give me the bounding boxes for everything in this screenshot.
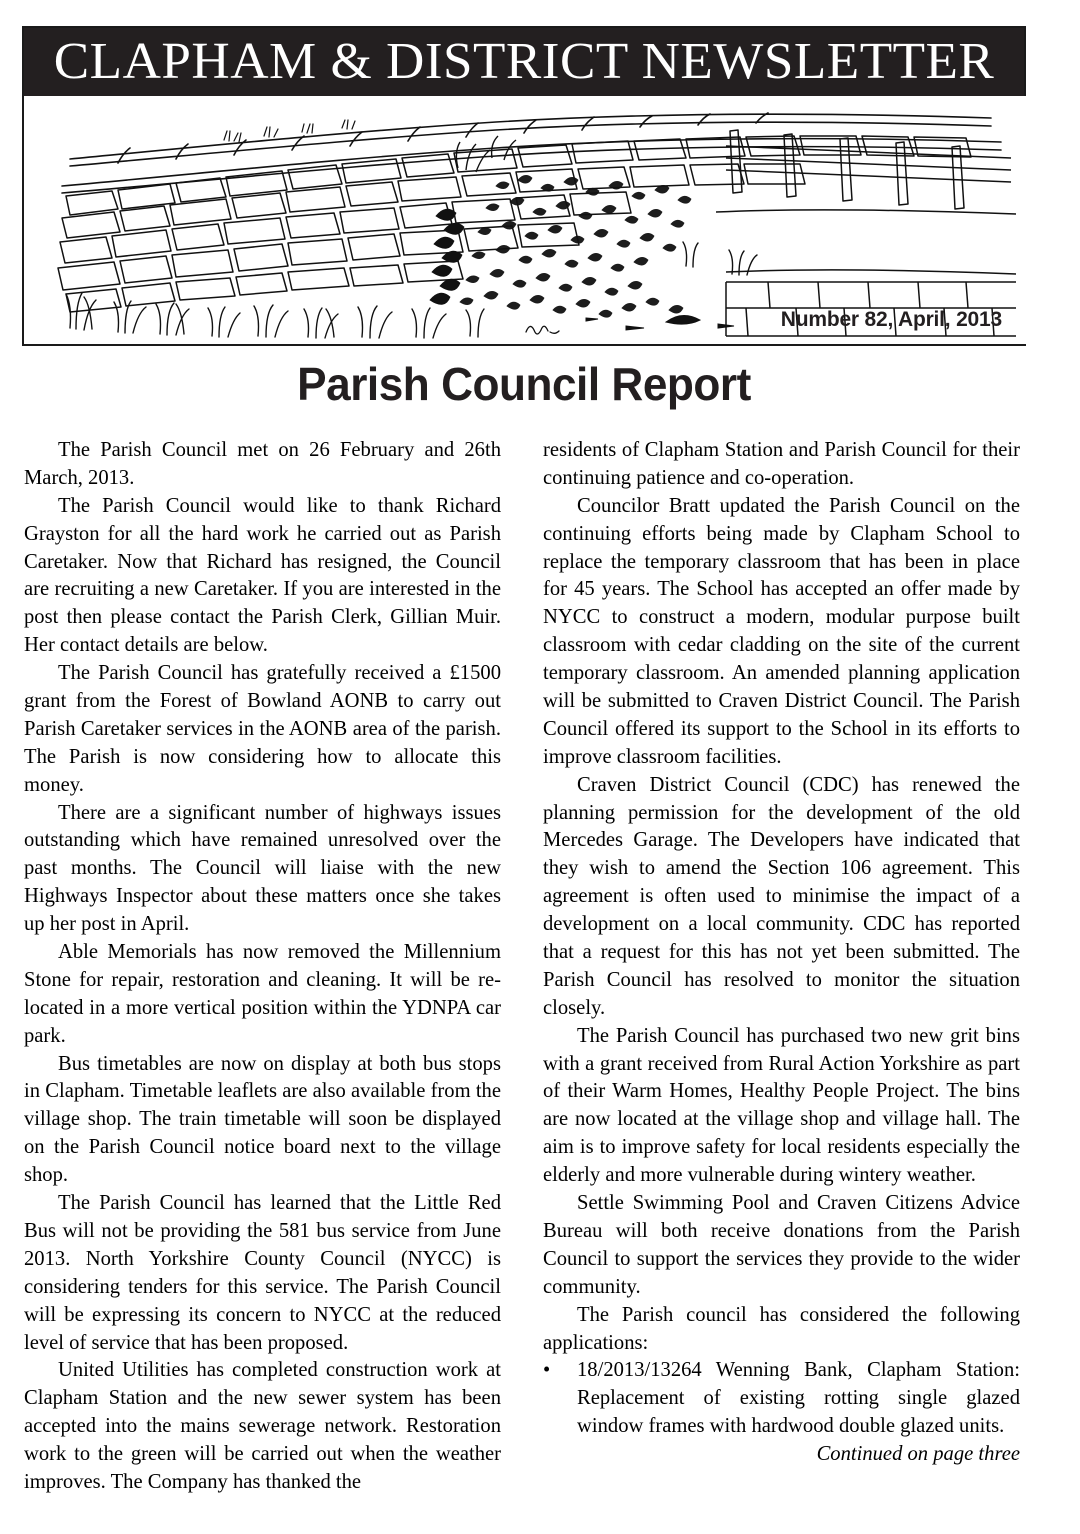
paragraph: residents of Clapham Station and Parish Council for their continuing patience and co-operation. — [543, 439, 1020, 489]
left-column — [24, 437, 501, 1517]
article-body — [24, 437, 1058, 1517]
paragraph: The Parish Council has learned that the Little Red Bus will not be providing the 581 bus service from June 2013. North Yorkshire County Council (NYCC) is considering tenders for this service. The Parish Council will be expressing its concern to NYCC at the reduced level of service that has been proposed. — [24, 1192, 501, 1354]
paragraph: The Parish Council has gratefully received a £1500 grant from the Forest of Bowland AONB to carry out Parish Caretaker services in the AONB area of the parish. The Parish is now considering how to allocate this money. — [24, 662, 501, 796]
paragraph: Settle Swimming Pool and Craven Citizens Advice Bureau will both receive donations from the Parish Council to support the services they provide to the wider community. — [543, 1192, 1020, 1298]
paragraph: The Parish council has considered the following applications: — [543, 1303, 1020, 1354]
list-item — [543, 1357, 1020, 1441]
paragraph: Councilor Bratt updated the Parish Council on the continuing efforts being made by Clapham School to replace the temporary classroom that has been in place for 45 years. The School has accepted an offer made by NYCC to construct a modern, modular purpose built classroom with cedar cladding on the site of the current temporary classroom. An amended planning application will be submitted to Craven District Council. The Parish Council offered its support to the School in its efforts to improve classroom facilities. — [543, 494, 1020, 768]
paragraph: The Parish Council has purchased two new grit bins with a grant received from Rural Action Yorkshire as part of their Warm Homes, Healthy People Project. The bins are now located at the village shop and village hall. The aim is to improve safety for local residents especially the elderly and more vulnerable during wintery weather. — [543, 1024, 1020, 1187]
masthead — [22, 26, 1026, 346]
issue-number: Number 82, April, 2013 — [780, 308, 1002, 331]
paragraph: Bus timetables are now on display at both bus stops in Clapham. Timetable leaflets are also available from the village shop. The train timetable will soon be displayed on the Parish Council notice board next to the village shop. — [24, 1052, 501, 1187]
paragraph: Able Memorials has now removed the Millennium Stone for repair, restoration and cleaning. It will be re-located in a more vertical position within the YDNPA car park. — [24, 941, 501, 1047]
paragraph: The Parish Council met on 26 February and 26th March, 2013. — [24, 439, 501, 489]
newsletter-title: CLAPHAM & DISTRICT NEWSLETTER — [53, 33, 995, 90]
page-title: Parish Council Report — [297, 358, 751, 410]
paragraph: Craven District Council (CDC) has renewed the planning permission for the development of the old Mercedes Garage. The Developers have indicated that they wish to amend the Section 106 agreement. This agreement is often used to minimise the impact of a development on a local community. CDC has reported that a request for this has not yet been submitted. The Parish Council has resolved to monitor the situation closely. — [543, 773, 1020, 1019]
bullet-icon: • — [543, 1359, 551, 1382]
right-column — [543, 437, 1020, 1517]
masthead-banner — [24, 28, 1024, 96]
dry-stone-wall-illustration — [26, 96, 1026, 344]
paragraph: The Parish Council would like to thank Richard Grayston for all the hard work he carried out as Parish Caretaker. Now that Richard has resigned, the Council are recruiting a new Caretaker. If you are interested in the post then please contact the Parish Clerk, Gillian Muir. Her contact details are below. — [24, 494, 501, 657]
list-item-text: 18/2013/13264 Wenning Bank, Clapham Station: Replacement of existing rotting single glazed window frames with hardwood double glazed units. — [577, 1359, 1020, 1438]
paragraph: United Utilities has completed construction work at Clapham Station and the new sewer system has been accepted into the mains sewerage network. Restoration work to the green will be carried out when the weather improves. The Company has thanked the — [24, 1359, 501, 1493]
continued-note: Continued on page three — [816, 1443, 1020, 1466]
paragraph: There are a significant number of highways issues outstanding which have remained unresolved over the past months. The Council will liaise with the new Highways Inspector about these matters once she takes up her post in April. — [24, 801, 501, 936]
